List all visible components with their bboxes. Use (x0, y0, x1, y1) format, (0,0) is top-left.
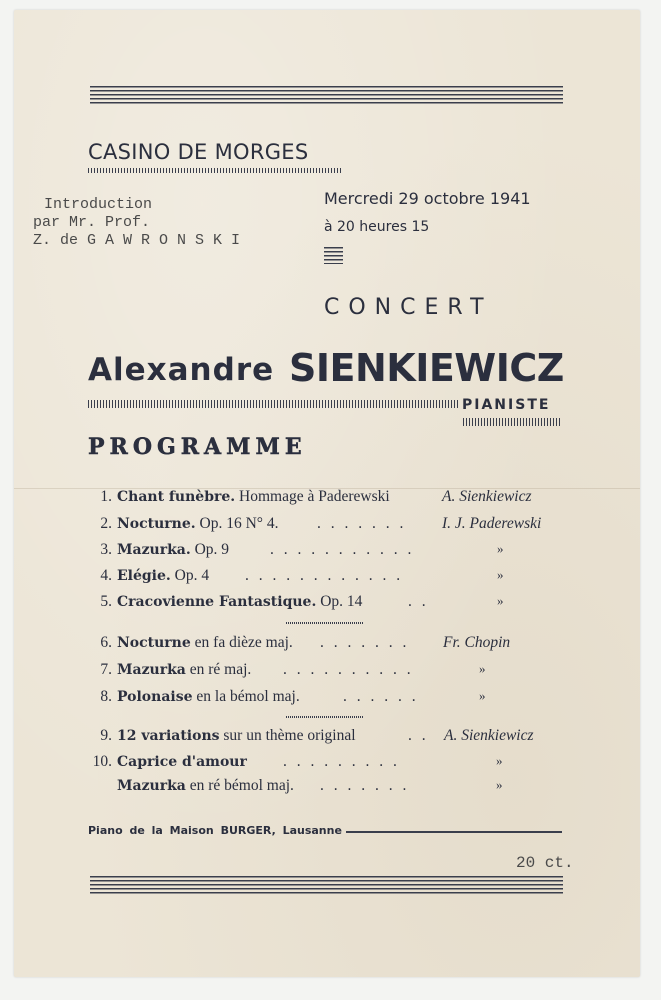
programme-item (90, 488, 570, 510)
role-underline (463, 418, 562, 426)
item-composer: A. Sienkiewicz (442, 488, 532, 505)
item-title-rest: en fa dièze maj. (190, 634, 293, 651)
item-title (117, 777, 294, 795)
programme-item (90, 515, 570, 537)
item-title (117, 727, 356, 745)
performer-last-name: SIENKIEWICZ (289, 346, 564, 390)
price: 20 ct. (516, 854, 574, 872)
item-title (117, 567, 209, 585)
introduction-line-2: par Mr. Prof. (33, 214, 151, 231)
item-title-rest: en ré bémol maj. (185, 777, 294, 794)
item-composer-ditto: » (479, 661, 486, 676)
item-number: 3. (100, 541, 112, 558)
item-leader-dots: . . . . . . . (320, 634, 410, 651)
venue-title: CASINO DE MORGES (88, 140, 309, 164)
item-number: 6. (100, 634, 112, 651)
small-decorative-stripes (324, 247, 343, 264)
venue-underline (88, 168, 343, 173)
item-number: 8. (100, 688, 112, 705)
group-separator (286, 716, 364, 718)
programme-heading: PROGRAMME (88, 434, 307, 460)
item-number: 10. (92, 753, 112, 770)
item-composer-ditto: » (496, 777, 503, 792)
item-title (117, 593, 362, 611)
item-title-rest: Op. 16 N° 4. (195, 515, 279, 532)
item-title-bold: Mazurka. (117, 542, 191, 558)
item-title (117, 688, 300, 706)
introduction-line-3: Z. de G A W R O N S K I (33, 232, 241, 249)
event-type-heading: CONCERT (324, 295, 493, 320)
performer-first-name: Alexandre (88, 352, 275, 388)
item-composer-ditto: » (497, 541, 504, 556)
item-number: 5. (100, 593, 112, 610)
item-title-bold: Nocturne (117, 635, 191, 651)
item-number: 7. (100, 661, 112, 678)
programme-item (90, 727, 570, 749)
item-composer-ditto: » (497, 567, 504, 582)
item-leader-dots: . . . . . . . . . (283, 753, 400, 770)
item-title-rest: Op. 9 (190, 541, 230, 558)
item-title (117, 753, 247, 771)
item-number: 1. (100, 488, 112, 505)
item-number: 2. (100, 515, 112, 532)
item-number: 9. (100, 727, 112, 744)
item-number: 4. (100, 567, 112, 584)
programme-item (90, 541, 570, 563)
group-separator (286, 622, 364, 624)
item-title-bold: Mazurka (117, 662, 186, 678)
programme-item (90, 567, 570, 589)
item-composer-ditto: » (496, 753, 503, 768)
item-title-bold: Elégie. (117, 568, 171, 584)
performer-underline (88, 400, 460, 408)
item-leader-dots: . . . . . . . (317, 515, 407, 532)
programme-item (90, 593, 570, 615)
top-decorative-stripes (90, 86, 563, 106)
item-title-bold: Caprice d'amour (117, 754, 247, 770)
item-title-bold: Cracovienne Fantastique. (117, 594, 317, 610)
item-title-bold: Mazurka (117, 778, 186, 794)
programme-item (90, 634, 570, 656)
item-title-rest: en la bémol maj. (192, 688, 300, 705)
item-title-bold: Nocturne. (117, 516, 196, 532)
programme-item (90, 753, 570, 775)
programme-item (90, 688, 570, 710)
programme-item (90, 661, 570, 683)
item-leader-dots: . . (408, 593, 429, 610)
item-title (117, 515, 278, 533)
piano-credit: Piano de la Maison BURGER, Lausanne (88, 824, 342, 837)
concert-date: Mercredi 29 octobre 1941 (324, 189, 531, 208)
item-leader-dots: . . . . . . . (320, 777, 410, 794)
bottom-decorative-stripes (90, 876, 563, 896)
concert-time: à 20 heures 15 (324, 219, 430, 235)
introduction-line-1: Introduction (44, 196, 153, 213)
item-composer: I. J. Paderewski (442, 515, 542, 532)
item-leader-dots: . . . . . . . . . . (283, 661, 414, 678)
item-title-rest: sur un thème original (219, 727, 356, 744)
item-composer: A. Sienkiewicz (444, 727, 534, 744)
item-title (117, 488, 390, 506)
item-title-rest: en ré maj. (185, 661, 252, 678)
item-composer: Fr. Chopin (443, 634, 511, 651)
item-leader-dots: . . (408, 727, 429, 744)
item-title-rest: Op. 14 (316, 593, 363, 610)
item-title-bold: Polonaise (117, 689, 193, 705)
item-title-bold: Chant funèbre. (117, 489, 236, 505)
programme-item (90, 777, 570, 799)
item-title-rest: Op. 4 (170, 567, 210, 584)
item-title (117, 541, 229, 559)
item-leader-dots: . . . . . . (343, 688, 419, 705)
item-title-bold: 12 variations (117, 728, 220, 744)
item-composer-ditto: » (497, 593, 504, 608)
item-title (117, 634, 293, 652)
footer-rule (346, 831, 562, 833)
item-title-rest: Hommage à Paderewski (235, 488, 390, 505)
item-leader-dots: . . . . . . . . . . . . (245, 567, 404, 584)
item-title (117, 661, 251, 679)
performer-role: PIANISTE (462, 397, 551, 413)
item-leader-dots: . . . . . . . . . . . (270, 541, 415, 558)
item-composer-ditto: » (479, 688, 486, 703)
